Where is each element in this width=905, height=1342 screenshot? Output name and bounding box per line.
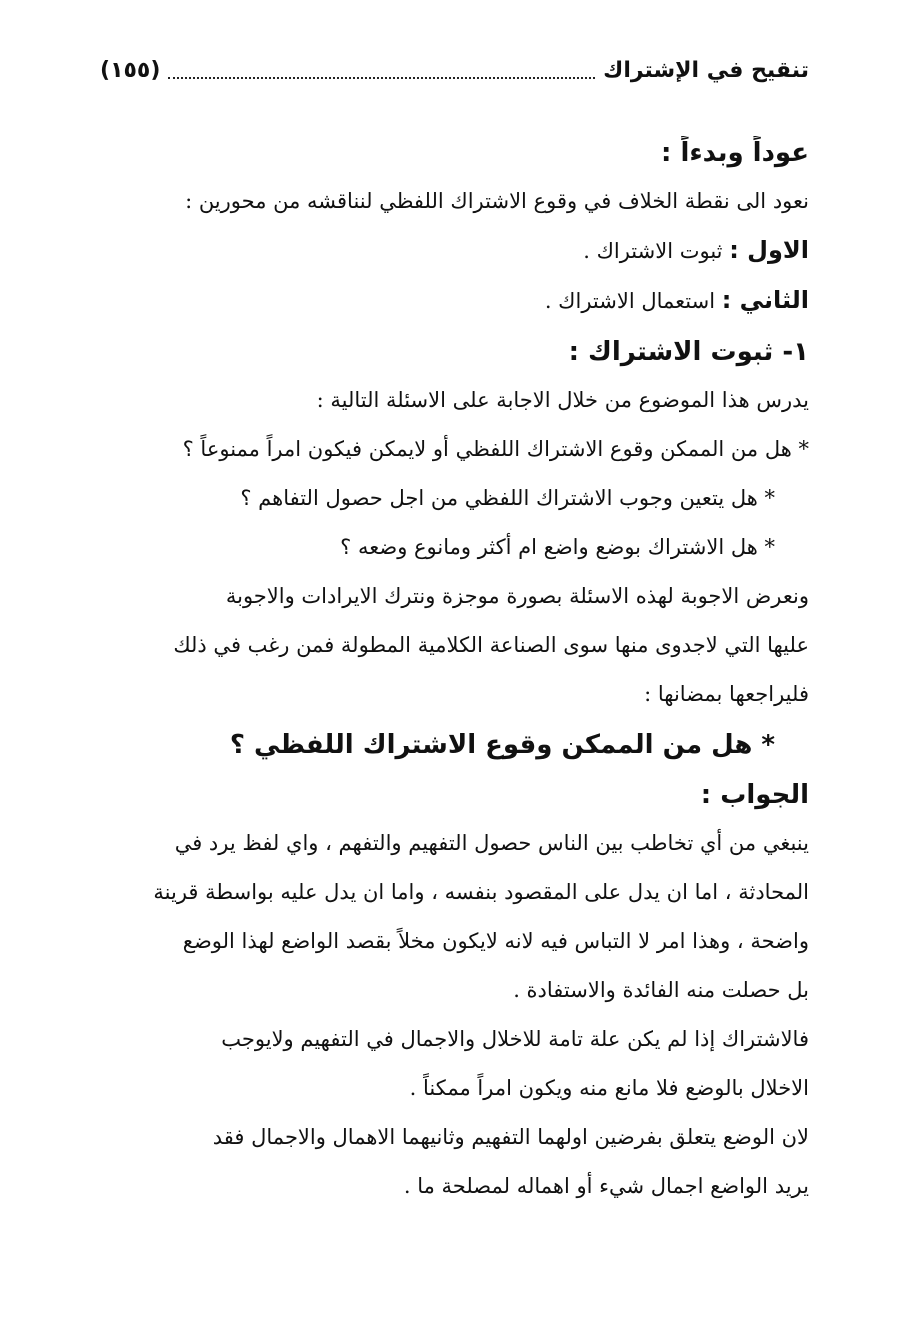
paragraph-answer-line-2: المحادثة ، اما ان يدل على المقصود بنفسه ، واما ان يدل عليه بواسطة قرينة [153,880,809,904]
page-body [98,136,809,1220]
question-item-1: * هل من الممكن وقوع الاشتراك اللفظي أو لايمكن فيكون امراً ممنوعاً ؟ [182,437,809,461]
axis-first-label: الاول : [729,236,809,264]
heading-question: * هل من الممكن وقوع الاشتراك اللفظي ؟ [229,730,775,760]
paragraph-because-line-1: لان الوضع يتعلق بفرضين اولهما التفهيم وثانيهما الاهمال والاجمال فقد [212,1125,809,1149]
paragraph-shared-line-1: فالاشتراك إذا لم يكن علة تامة للاخلال والاجمال في التفهيم ولايوجب [221,1027,809,1051]
header-dot-leader [168,61,595,79]
paragraph-intro: نعود الى نقطة الخلاف في وقوع الاشتراك اللفظي لنناقشه من محورين : [185,189,809,213]
paragraph-present-line-2: عليها التي لاجدوى منها سوى الصناعة الكلامية المطولة فمن رغب في ذلك [173,633,809,657]
question-item-2: * هل يتعين وجوب الاشتراك اللفظي من اجل حصول التفاهم ؟ [240,486,775,510]
question-item-3: * هل الاشتراك بوضع واضع ام أكثر ومانوع وضعه ؟ [340,535,775,559]
axis-first [98,235,809,266]
axis-second-label: الثاني : [721,286,809,314]
heading-answer: الجواب : [700,780,809,810]
paragraph-answer-line-3: واضحة ، وهذا امر لا التباس فيه لانه لايكون مخلاً بقصد الواضع لهذا الوضع [182,929,809,953]
heading-section-1: ١- ثبوت الاشتراك : [568,337,809,367]
paragraph-answer-line-4: بل حصلت منه الفائدة والاستفادة . [513,978,809,1002]
paragraph-answer-line-1: ينبغي من أي تخاطب بين الناس حصول التفهيم والتفهم ، واي لفظ يرد في [174,831,809,855]
paragraph-because-line-2: يريد الواضع اجمال شيء أو اهماله لمصلحة ما . [403,1174,809,1198]
running-header [100,50,809,90]
heading-intro: عوداً وبدءاً : [661,138,809,168]
page-number: (١٥٥) [100,57,161,83]
header-title: تنقيح في الإشتراك [603,57,809,83]
axis-first-text: ثبوت الاشتراك . [583,239,730,263]
axis-second [98,285,809,316]
paragraph-study: يدرس هذا الموضوع من خلال الاجابة على الاسئلة التالية : [316,388,809,412]
axis-second-text: استعمال الاشتراك . [544,289,722,313]
paragraph-shared-line-2: الاخلال بالوضع فلا مانع منه ويكون امراً ممكناً . [409,1076,809,1100]
paragraph-present-line-1: ونعرض الاجوبة لهذه الاسئلة بصورة موجزة ونترك الايرادات والاجوبة [225,584,809,608]
paragraph-present-line-3: فليراجعها بمضانها : [644,682,809,706]
